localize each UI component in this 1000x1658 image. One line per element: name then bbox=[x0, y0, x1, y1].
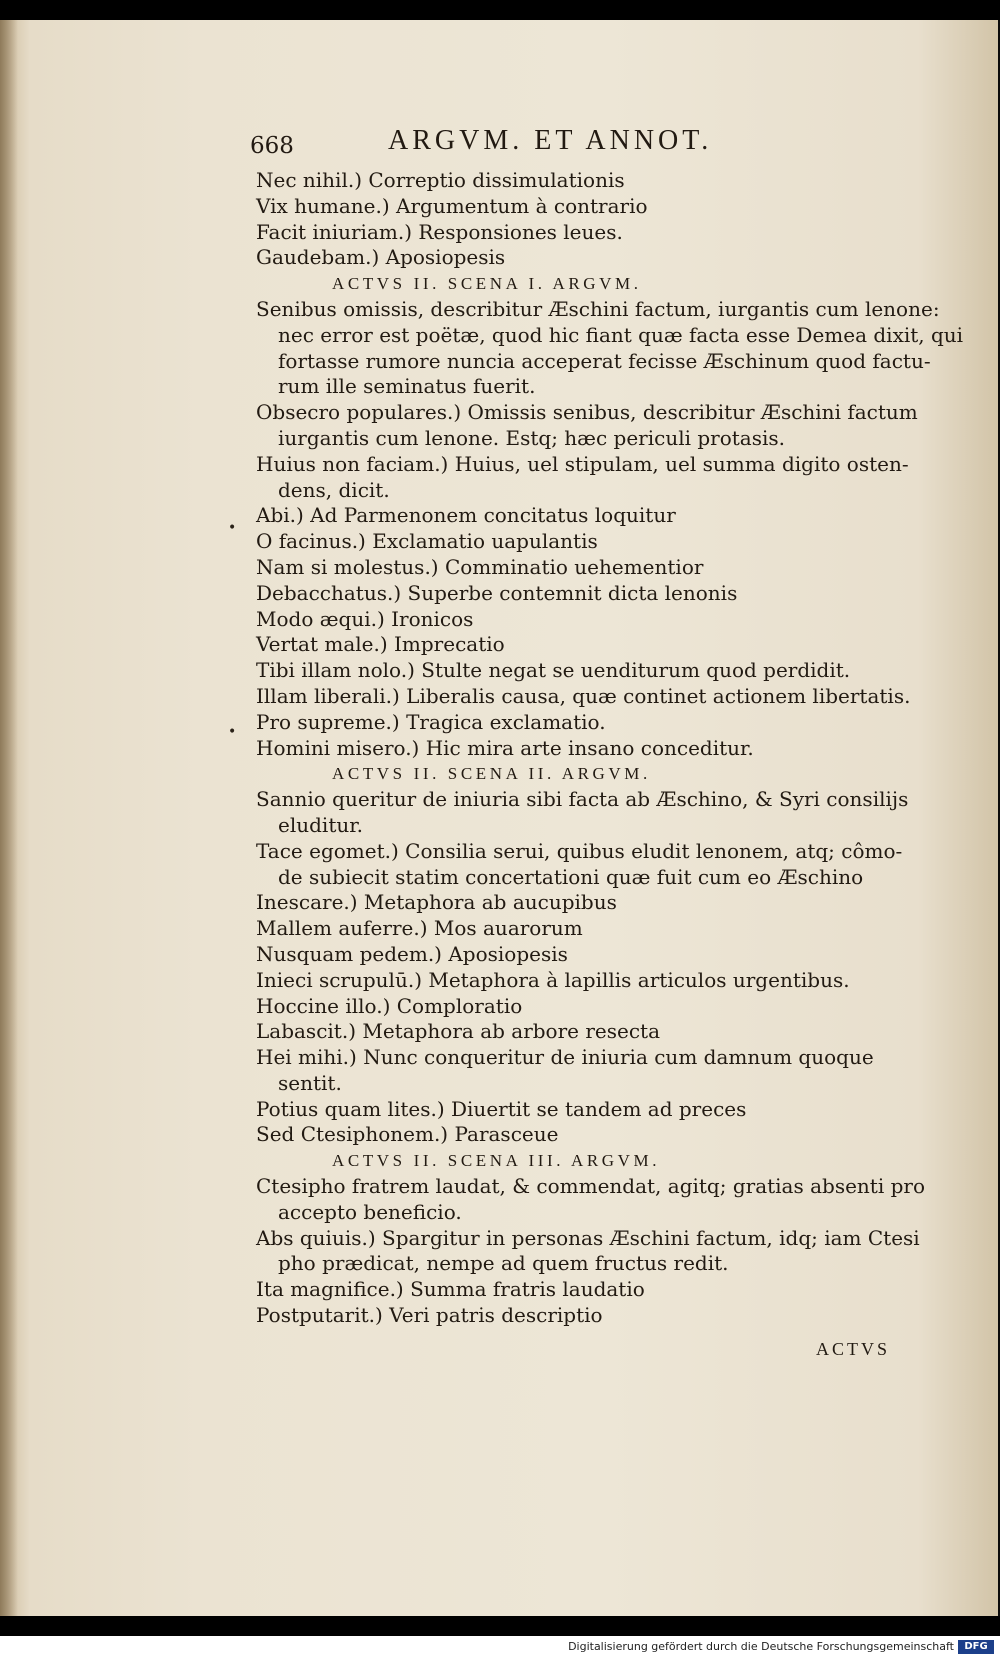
scene-heading: ACTVS II. SCENA II. ARGVM. bbox=[332, 764, 651, 784]
annotation-line: Inescare.) Metaphora ab aucupibus bbox=[256, 890, 617, 915]
continuation-line: iurgantis cum lenone. Estq; hæc periculi protasis. bbox=[278, 425, 786, 450]
annotation-line: Hoccine illo.) Comploratio bbox=[256, 993, 523, 1018]
annotation-line: Nec nihil.) Correptio dissimulationis bbox=[256, 168, 625, 192]
annotation-lines bbox=[256, 168, 964, 1329]
scene-heading: ACTVS II. SCENA III. ARGVM. bbox=[332, 1151, 661, 1171]
annotation-line: Sannio queritur de iniuria sibi facta ab Æschino, & Syri consilijs bbox=[256, 787, 909, 812]
annotation-line: Debacchatus.) Superbe contemnit dicta lenonis bbox=[256, 580, 738, 605]
continuation-line: fortasse rumore nuncia acceperat fecisse Æschinum quod factu- bbox=[278, 348, 931, 373]
annotation-line: Tace egomet.) Consilia serui, quibus eludit lenonem, atq; cômo- bbox=[256, 838, 903, 863]
annotation-line: O facinus.) Exclamatio uapulantis bbox=[256, 529, 598, 554]
dfg-logo: DFG bbox=[958, 1640, 994, 1654]
annotation-line: Potius quam lites.) Diuertit se tandem ad preces bbox=[256, 1096, 747, 1121]
gutter-shadow bbox=[0, 20, 18, 1616]
annotation-line: Sed Ctesiphonem.) Parasceue bbox=[256, 1122, 559, 1147]
continuation-line: nec error est poëtæ, quod hic fiant quæ facta esse Demea dixit, qui bbox=[278, 322, 964, 347]
annotation-line: Vertat male.) Imprecatio bbox=[256, 632, 505, 657]
annotation-line: Obsecro populares.) Omissis senibus, describitur Æschini factum bbox=[256, 400, 918, 425]
continuation-line: eluditur. bbox=[278, 812, 363, 837]
scan-bottom-border bbox=[0, 1616, 1000, 1636]
page-header bbox=[250, 125, 906, 168]
annotation-line: Homini misero.) Hic mira arte insano conceditur. bbox=[256, 735, 754, 760]
annotation-line: Abi.) Ad Parmenonem concitatus loquitur bbox=[256, 503, 676, 528]
page-text-block bbox=[250, 125, 964, 1363]
continuation-line: accepto beneficio. bbox=[278, 1199, 462, 1224]
annotation-line: Modo æqui.) Ironicos bbox=[256, 606, 474, 631]
annotation-line: Ctesipho fratrem laudat, & commendat, agitq; gratias absenti pro bbox=[256, 1174, 925, 1199]
annotation-line: Inieci scrupulū.) Metaphora à lapillis articulos urgentibus. bbox=[256, 967, 850, 992]
annotation-line: Gaudebam.) Aposiopesis bbox=[256, 245, 506, 270]
annotation-line: Nam si molestus.) Comminatio uehementior bbox=[256, 554, 704, 579]
annotation-line: Nusquam pedem.) Aposiopesis bbox=[256, 941, 568, 966]
annotation-line: Senibus omissis, describitur Æschini factum, iurgantis cum lenone: bbox=[256, 296, 940, 321]
page-number: 668 bbox=[250, 133, 294, 159]
continuation-line: dens, dicit. bbox=[278, 477, 390, 502]
annotation-line: Postputarit.) Veri patris descriptio bbox=[256, 1303, 603, 1328]
annotation-line: Tibi illam nolo.) Stulte negat se uenditurum quod perdidit. bbox=[256, 658, 851, 683]
annotation-line: Mallem auferre.) Mos auarorum bbox=[256, 916, 583, 941]
running-head: ARGVM. ET ANNOT. bbox=[388, 125, 713, 156]
catchword: ACTVS bbox=[815, 1338, 890, 1359]
annotation-line: Hei mihi.) Nunc conqueritur de iniuria cum damnum quoque bbox=[256, 1045, 874, 1070]
continuation-line: sentit. bbox=[278, 1070, 342, 1095]
scan-top-border bbox=[0, 0, 1000, 20]
annotation-line: Huius non faciam.) Huius, uel stipulam, uel summa digito osten- bbox=[256, 451, 909, 476]
margin-mark: • bbox=[228, 724, 237, 740]
annotation-line: Labascit.) Metaphora ab arbore resecta bbox=[256, 1019, 661, 1044]
funding-footer bbox=[0, 1636, 1000, 1658]
continuation-line: pho prædicat, nempe ad quem fructus redit. bbox=[278, 1251, 729, 1276]
annotation-line: Facit iniuriam.) Responsiones leues. bbox=[256, 219, 623, 244]
scene-heading: ACTVS II. SCENA I. ARGVM. bbox=[332, 274, 642, 294]
margin-mark: • bbox=[228, 520, 237, 536]
continuation-line: rum ille seminatus fuerit. bbox=[278, 374, 536, 399]
annotation-line: Ita magnifice.) Summa fratris laudatio bbox=[256, 1277, 645, 1302]
annotation-line: Abs quiuis.) Spargitur in personas Æschini factum, idq; iam Ctesi bbox=[256, 1225, 920, 1250]
continuation-line: de subiecit statim concertationi quæ fuit cum eo Æschino bbox=[278, 864, 864, 889]
annotation-line: Illam liberali.) Liberalis causa, quæ continet actionem libertatis. bbox=[256, 683, 911, 708]
annotation-line: Vix humane.) Argumentum à contrario bbox=[256, 193, 648, 218]
funding-notice: Digitalisierung gefördert durch die Deutsche Forschungsgemeinschaft bbox=[568, 1640, 954, 1653]
annotation-line: Pro supreme.) Tragica exclamatio. bbox=[256, 709, 606, 734]
